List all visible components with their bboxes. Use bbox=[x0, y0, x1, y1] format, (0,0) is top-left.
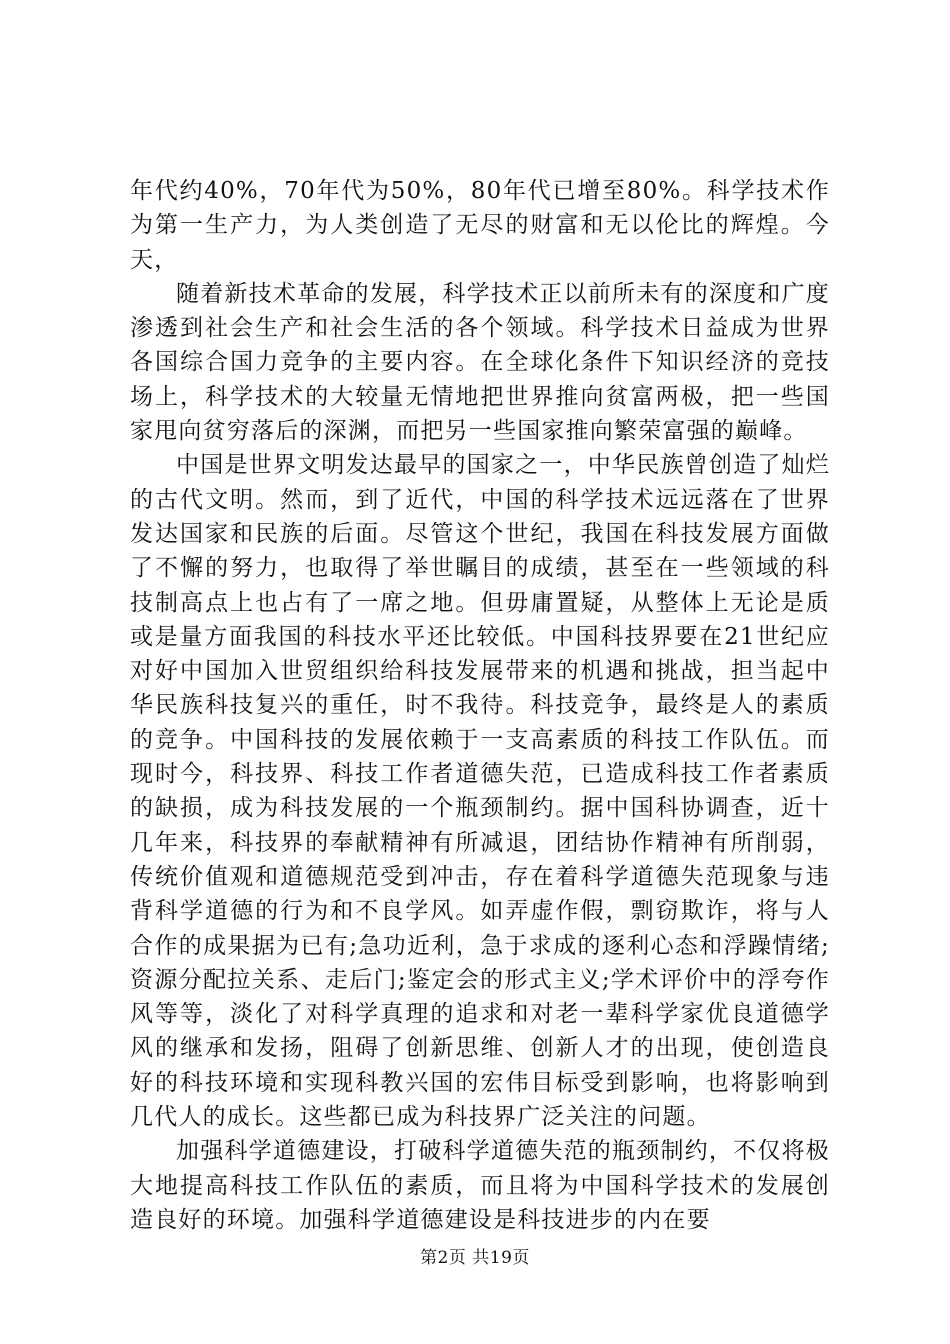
document-body bbox=[130, 174, 830, 1237]
paragraph-4: 加强科学道德建设，打破科学道德失范的瓶颈制约，不仅将极大地提高科技工作队伍的素质，而且将为中国科学技术的发展创造良好的环境。加强科学道德建设是科技进步的内在要 bbox=[130, 1138, 830, 1233]
paragraph-2: 随着新技术革命的发展，科学技术正以前所未有的深度和广度渗透到社会生产和社会生活的各个领域。科学技术日益成为世界各国综合国力竞争的主要内容。在全球化条件下知识经济的竞技场上，科学技术的大较量无情地把世界推向贫富两极，把一些国家甩向贫穷落后的深渊，而把另一些国家推向繁荣富强的巅峰。 bbox=[130, 280, 830, 445]
paragraph-3: 中国是世界文明发达最早的国家之一，中华民族曾创造了灿烂的古代文明。然而，到了近代，中国的科学技术远远落在了世界发达国家和民族的后面。尽管这个世纪，我国在科技发展方面做了不懈的努力，也取得了举世瞩目的成绩，甚至在一些领域的科技制高点上也占有了一席之地。但毋庸置疑，从整体上无论是质或是量方面我国的科技水平还比较低。中国科技界要在21世纪应对好中国加入世贸组织给科技发展带来的机遇和挑战，担当起中华民族科技复兴的重任，时不我待。科技竞争，最终是人的素质的竞争。中国科技的发展依赖于一支高素质的科技工作队伍。而现时今，科技界、科技工作者道德失范，已造成科技工作者素质的缺损，成为科技发展的一个瓶颈制约。据中国科协调查，近十几年来，科技界的奉献精神有所减退，团结协作精神有所削弱，传统价值观和道德规范受到冲击，存在着科学道德失范现象与违背科学道德的行为和不良学风。如弄虚作假，剽窃欺诈，将与人合作的成果据为已有;急功近利，急于求成的逐利心态和浮躁情绪;资源分配拉关系、走后门;鉴定会的形式主义;学术评价中的浮夸作风等等，淡化了对科学真理的追求和对老一辈科学家优良道德学风的继承和发扬，阻碍了创新思维、创新人才的出现，使创造良好的科技环境和实现科教兴国的宏伟目标受到影响，也将影响到几代人的成长。这些都已成为科技界广泛关注的问题。 bbox=[130, 452, 830, 1131]
page-number-footer: 第2页 共19页 bbox=[420, 1248, 530, 1268]
paragraph-1: 年代约40%，70年代为50%，80年代已增至80%。科学技术作为第一生产力，为人类创造了无尽的财富和无以伦比的辉煌。今天， bbox=[130, 178, 830, 273]
